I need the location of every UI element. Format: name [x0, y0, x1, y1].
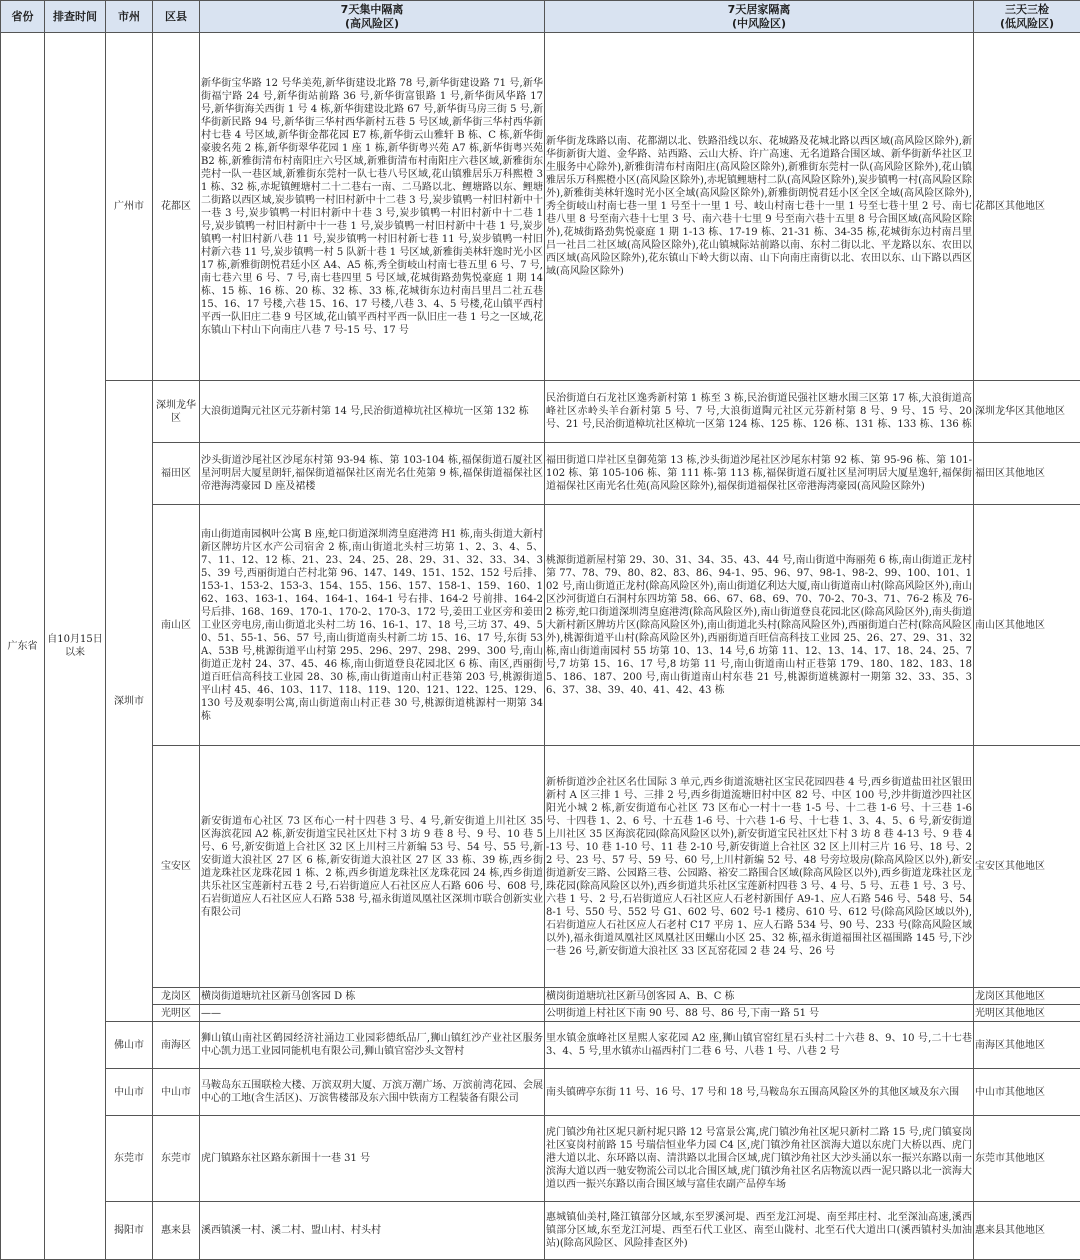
table-row [1, 1005, 1080, 1022]
low-risk-cell: 福田区其他地区 [974, 443, 1080, 505]
mid-risk-cell: 惠城镇仙美村,隆江镇部分区域,东至罗溪河堤、西至龙江河堤、南至邦庄村、北至深汕高速,溪西镇部分区域,东至龙江河堤、西至石代工业区、南至山陇村、北至石代大道出口(溪西镇村头加油站)(除高风险区、风险排查区外) [545, 1202, 974, 1260]
high-risk-cell: 南山街道南园枫叶公寓 B 座,蛇口街道深圳湾皇庭港湾 H1 栋,南头街道大新村新区牌坊片区水产公司宿舍 2 栋,南山街道北头村三坊第 1、2、3、4、5、7、11、12、12 栋、21、23、24、25、28、29、31、32、33、34、35、39 号,西丽街道白芒村北第 96、147、149、151、152、152 号后排、153-1、153-2、153-3、154、155、156、157、158-1、159、160、162、163、163-1、164、164-1、164-1 号右排、164-2 号前排、164-2 号后排、168、169、170-1、170-2、170-3、172 号,姜田工业区旁和姜田工业区旁电房,南山街道北头村二坊 16、16-1、17、18 号,三坊 37、49、50、51、55-1、56、57 号,南山街道南头村新二坊 15、16、17 号,东街 53A、53B 号,桃源街道平山村第 295、296、297、298、299、300 号,南山街道正龙村 24、37、45、46 栋,南山街道登良花园北区 6 栋、南区,西丽街道百旺信高科技工业园 28、30 栋,南山街道南山村正巷第 203 号,桃源街道平山村 45、46、103、117、118、119、120、121、122、125、129、130 号及观泰明公寓,南山街道南山村正巷 30 号,桃源街道桃源村一期第 34 栋 [200, 505, 545, 746]
low-risk-cell: 中山市其他地区 [974, 1069, 1080, 1116]
low-risk-cell: 惠来县其他地区 [974, 1202, 1080, 1260]
district-cell: 惠来县 [153, 1202, 200, 1260]
mid-risk-cell: 横岗街道塘坑社区新马创客园 A、B、C 栋 [545, 988, 974, 1005]
header-high-risk-text: 7天集中隔离 (高风险区) [201, 3, 543, 31]
city-cell-guangzhou: 广州市 [106, 33, 153, 381]
mid-risk-cell: 新华街龙珠路以南、花都湖以北、铁路沿线以东、花城路及花城北路以西区域(高风险区除外),新华街新街大道、金华路、站西路、云山大桥、许广高速、无名道路合围区域、新华街新华社区卫生服务中心除外),新雅街清布村南阳庄(高风险区除外),新雅街东莞村一队(高风险区除外),花山镇雅居乐万科熙橙小区(高风险区除外),赤坭镇鲤塘村二队(高风险区除外),炭步镇鸭一村(高风险区除外),新雅街美林轩逸时光小区全域(高风险区除外),新雅街朗悦君廷小区全区全域(高风险区除外),秀全街岐山村南七巷一里 1 号至十一里 1 号、岐山村南七巷十一里 1 号至七巷十里 2 号、南七巷八里 8 号至南六巷十七里 3 号、南六巷十七里 9 号至南六巷十五里 8 号合围区域(高风险区除外),花城街路劲隽悦豪庭 1 期 1-13 栋、17-19 栋、21-31 栋、34-35 栋,花城街东边村南吕里吕一社吕二社区域(高风险区除外),花山镇城际站前路以南、东村二街以北、平龙路以东、农田以西区域(高风险区除外),花东镇山下岭大街以南、山下向南庄南街以北、农田以东、山下路以西区域(高风险区除外) [545, 33, 974, 381]
header-city: 市州 [106, 1, 153, 33]
header-low-risk-text: 三天三检 (低风险区) [975, 3, 1079, 31]
district-cell: 南海区 [153, 1022, 200, 1069]
high-risk-cell: 新华街宝华路 12 号华美苑,新华街建设北路 78 号,新华街建设路 71 号,新华街福宁路 24 号,新华街站前路 36 号,新华街富银路 1 号,新华街风华路 17 号,新华街海关西街 1 号 4 栋,新华街建设北路 67 号,新华街马房三街 5 号,新华街新民路 94 号,新华街三华村西华新村五巷 5 号区域,新华街三华村西华新村七巷 4 号区域,新华街金都花园 E7 栋,新华街云山雅轩 B 栋、C 栋,新华街豪骏名苑 2 栋,新华街翠华花园 1 座 1 栋,新华街粤兴苑 A7 栋,新华街粤兴苑 B2 栋,新雅街清布村南阳庄六号区域,新雅街清布村南阳庄六巷区域,新雅街东莞村一队一巷区域,新雅街东莞村一队七巷八号区域,花山镇雅居乐万科熙橙 31 栋、32 栋,赤坭镇鲤塘村二十二巷右一南、二马路以北、鲤塘路以东、鲤塘二街路以西区域,炭步镇鸭一村旧村新中十二巷 3 号,炭步镇鸭一村旧村新中十一巷 3 号,炭步镇鸭一村旧村新中十巷 3 号,炭步镇鸭一村旧村新中十二巷 1 号,炭步镇鸭一村旧村新中十一巷 1 号,炭步镇鸭一村旧村新中十巷 1 号,炭步镇鸭一村旧村新八巷 11 号,炭步镇鸭一村旧村新七巷 11 号,炭步镇鸭一村旧村新六巷 11 号,炭步镇鸭一村 5 队新十巷 1 号区域,新雅街美林轩逸时光小区 17 栋,新雅街朗悦君廷小区 A4、A5 栋,秀全街岐山村南七巷五里 6 号、7 号,南七巷六里 6 号、7 号,南七巷四里 5 号区域,花城街路劲隽悦豪庭 1 期 14 栋、15 栋、16 栋、20 栋、32 栋、33 栋,花城街东边村南吕里吕二社五巷 15、16、17 号楼,六巷 15、16、17 号楼,八巷 3、4、5 号楼,花山镇平西村平西一队旧庄二巷 9 号区域,花山镇平西村平西一队旧庄一巷 1 号之一区域,花东镇山下村山下向南庄八巷 7 号-15 号、17 号 [200, 33, 545, 381]
high-risk-cell: 虎门镇路东社区路东新围十一巷 31 号 [200, 1116, 545, 1202]
table-row [1, 443, 1080, 505]
low-risk-cell: 花都区其他地区 [974, 33, 1080, 381]
high-risk-cell: 新安街道布心社区 73 区布心一村十四巷 3 号、4 号,新安街道上川社区 35 区海滨花园 A2 栋,新安街道宝民社区灶下村 3 坊 9 巷 8 号、9 号、10 巷 5 号、6 号,新安街道上合社区 32 区上川村三片新编 53 号、54 号、55 号,新安街道大浪社区 27 区 6 栋,新安街道大浪社区 27 区 33 栋、39 栋,西乡街道龙珠社区龙珠花园 1 栋、2 栋,西乡街道龙珠社区龙珠花园 24 栋,西乡街道共乐社区宝莲新村五巷 2 号,石岩街道应人石社区应人石路 606 号、608 号,石岩街道应人石社区应人石路 538 号,福永街道凤凰社区深圳市联合创新实业有限公司 [200, 746, 545, 988]
mid-risk-cell: 南头镇碑亭东街 11 号、16 号、17 号和 18 号,马鞍岛东五围高风险区外的其他区域及东六围 [545, 1069, 974, 1116]
high-risk-cell: 溪西镇溪一村、溪二村、盟山村、村头村 [200, 1202, 545, 1260]
header-mid-risk [545, 1, 974, 33]
province-cell: 广东省 [1, 33, 45, 1260]
city-cell-shenzhen: 深圳市 [106, 381, 153, 1022]
district-cell: 光明区 [153, 1005, 200, 1022]
mid-risk-cell: 里水镇金旗峰社区星熙人家花园 A2 座,狮山镇官窑红星石头村二十六巷 8、9、10 号,二十七巷 3、4、5 号,里水镇赤山福西村门二巷 6 号、八巷 1 号、八巷 2 号 [545, 1022, 974, 1069]
mid-risk-cell: 民治街道白石龙社区逸秀新村第 1 栋至 3 栋,民治街道民强社区塘水围三区第 17 栋,大浪街道高峰社区赤岭头羊台新村第 5 号、7 号,大浪街道陶元社区元芬新村第 8 号、9 号、15 号、20 号、21 号,民治街道樟坑社区樟坑一区第 124 栋、125 栋、126 栋、131 栋、133 栋、136 栋 [545, 381, 974, 443]
table-row [1, 1022, 1080, 1069]
mid-risk-cell: 新桥街道沙企社区名仕国际 3 单元,西乡街道流塘社区宝民花园四巷 4 号,西乡街道盐田社区银田新村 A 区三排 1 号、三排 2 号,西乡街道流塘旧村中区 82 号、中区 100 号,沙井街道沙四社区阳光小城 2 栋,新安街道布心社区 73 区布心一村十一巷 1-5 号、十二巷 1-6 号、十三巷 1-6 号、十四巷 1、2、6 号、十五巷 1-6 号、十六巷 1-6 号、十七巷 1、3、4、5、6 号,新安街道上川社区 35 区海滨花园(除高风险区以外),新安街道宝民社区灶下村 3 坊 8 巷 4-13 号、9 巷 4-13 号、10 巷 1-10 号、11 巷 2-10 号,新安街道上合社区 32 区上川村三片 16 号、18 号、22 号、23 号、57 号、59 号、60 号,上川村新编 52 号、48 号旁垃圾房(除高风险区以外),新安街道新安三路、公园路三巷、公园路、裕安二路围合区域(除高风险区以外),西乡街道龙珠社区龙珠花园(除高风险区以外),西乡街道共乐社区宝莲新村四巷 3 号、4 号、5 号、五巷 1 号、3 号、六巷 1 号、2 号,石岩街道应人石社区应人石老村新围仔 A9-1、应人石路 546 号、548 号、548-1 号、550 号、552 号 G1、602 号、602 号-1 楼房、610 号、612 号(除高风险区域以外),石岩街道应人石社区应人石老村 C17 平房 1、应人石路 534 号、90 号、233 号(除高风险区域以外),福永街道凤凰社区凤凰社区田螺山小区 25、32 栋,福永街道福围社区福围路 145 号,下沙一巷 26 号,新安街道大浪社区 33 区瓦窑花园 2 巷 24 号、26 号 [545, 746, 974, 988]
mid-risk-cell: 虎门镇沙角社区坭只新村坭只路 12 号富景公寓,虎门镇沙角社区坭只新村二路 15 号,虎门镇宴岗社区宴岗村前路 15 号瑞信恒业华力园 C4 区,虎门镇沙角社区滨海大道以东虎门大桥以西、虎门港大道以北、东环路以南、清洪路以北围合区域,虎门镇沙角社区大沙头涌以东一振兴东路以南一滨海大道以西一驰安物流公司以北合围区域,虎门镇沙角社区名店物流以西一泥只路以北一滨海大道以西一振兴东路以南合围区域与富佳农副产品停车场 [545, 1116, 974, 1202]
city-cell-dongguan: 东莞市 [106, 1116, 153, 1202]
low-risk-cell: 光明区其他地区 [974, 1005, 1080, 1022]
table-row [1, 1116, 1080, 1202]
high-risk-cell: 马鞍岛东五围联检大楼、万滨双玥大厦、万滨万潮广场、万滨前湾花园、会展中心的工地(含生活区)、万滨售楼部及东六围中铁南方工程装备有限公司 [200, 1069, 545, 1116]
high-risk-cell: —— [200, 1005, 545, 1022]
district-cell: 花都区 [153, 33, 200, 381]
high-risk-cell: 大浪街道陶元社区元芬新村第 14 号,民治街道樟坑社区樟坑一区第 132 栋 [200, 381, 545, 443]
high-risk-cell: 狮山镇山南社区鹤园经济社涌边工业园彩德纸品厂,狮山镇红沙产业社区服务中心凯力迅工业园同能机电有限公司,狮山镇官窑沙头文智村 [200, 1022, 545, 1069]
header-low-risk [974, 1, 1080, 33]
low-risk-cell: 南山区其他地区 [974, 505, 1080, 746]
high-risk-cell: 沙头街道沙尾社区沙尾东村第 93-94 栋、第 103-104 栋,福保街道石厦社区星河明居大厦星朗轩,福保街道福保社区南光名仕苑第 9 栋,福保街道福保社区帝港海湾豪园 D 座及裙楼 [200, 443, 545, 505]
district-cell: 福田区 [153, 443, 200, 505]
table-row [1, 381, 1080, 443]
table-row [1, 988, 1080, 1005]
header-high-risk [200, 1, 545, 33]
low-risk-cell: 东莞市其他地区 [974, 1116, 1080, 1202]
table-row [1, 746, 1080, 988]
header-time: 排查时间 [45, 1, 106, 33]
city-cell-jieyang: 揭阳市 [106, 1202, 153, 1260]
low-risk-cell: 深圳龙华区其他地区 [974, 381, 1080, 443]
header-row [1, 1, 1080, 33]
table-row [1, 505, 1080, 746]
mid-risk-cell: 桃源街道新屋村第 29、30、31、34、35、43、44 号,南山街道中海丽苑 6 栋,南山街道正龙村第 77、78、79、80、82、83、86、94-1、95、96、97、98-1、98-2、99、100、101、102 号,南山街道正龙村(除高风险区外),南山街道亿利达大厦,南山街道南山村(除高风险区外),南山区沙河街道白石洞村东四坊第 58、66、67、68、69、70、70-2、70-3、71、76-2 栋及 76-2 栋旁,蛇口街道深圳湾皇庭港湾(除高风险区外),南山街道登良花园北区(除高风险区外),南头街道大新村新区牌坊片区(除高风险区外),南山街道北头村(除高风险区外),西丽街道白芒村(除高风险区外),桃源街道平山村(除高风险区外),西丽街道百旺信高科技工业园 25、26、27、29、31、32 栋,南山街道南园村 55 坊第 10、13、14 号,6 坊第 11、12、13、14、17、18、24、25、7 号,7 坊第 15、16、17 号,8 坊第 11 号,南山街道南山村正巷第 179、180、182、183、185、186、187、200 号,南山街道南山村东巷 21 号,桃源街道桃源村一期第 32、33、35、36、37、38、39、40、41、42、43 栋 [545, 505, 974, 746]
district-cell: 宝安区 [153, 746, 200, 988]
district-cell: 中山市 [153, 1069, 200, 1116]
mid-risk-cell: 福田街道口岸社区皇御苑第 13 栋,沙头街道沙尾社区沙尾东村第 92 栋、第 95-96 栋、第 101-102 栋、第 105-106 栋、第 111 栋-第 113 栋,福保街道石厦社区星河明居大厦星逸轩,福保街道福保社区南光名仕苑(高风险区除外),福保街道福保社区帝港海湾豪园(高风险区除外) [545, 443, 974, 505]
low-risk-cell: 宝安区其他地区 [974, 746, 1080, 988]
high-risk-cell: 横岗街道塘坑社区新马创客园 D 栋 [200, 988, 545, 1005]
district-cell: 东莞市 [153, 1116, 200, 1202]
district-cell: 南山区 [153, 505, 200, 746]
time-cell: 自10月15日以来 [45, 33, 106, 1260]
header-district: 区县 [153, 1, 200, 33]
low-risk-cell: 南海区其他地区 [974, 1022, 1080, 1069]
header-province: 省份 [1, 1, 45, 33]
district-cell: 龙岗区 [153, 988, 200, 1005]
header-mid-risk-text: 7天居家隔离 (中风险区) [546, 3, 972, 31]
city-cell-zhongshan: 中山市 [106, 1069, 153, 1116]
table-row [1, 33, 1080, 381]
city-cell-foshan: 佛山市 [106, 1022, 153, 1069]
table-row [1, 1069, 1080, 1116]
table-row [1, 1202, 1080, 1260]
low-risk-cell: 龙岗区其他地区 [974, 988, 1080, 1005]
district-cell: 深圳龙华区 [153, 381, 200, 443]
mid-risk-cell: 公明街道上村社区下南 90 号、88 号、86 号,下南一路 51 号 [545, 1005, 974, 1022]
